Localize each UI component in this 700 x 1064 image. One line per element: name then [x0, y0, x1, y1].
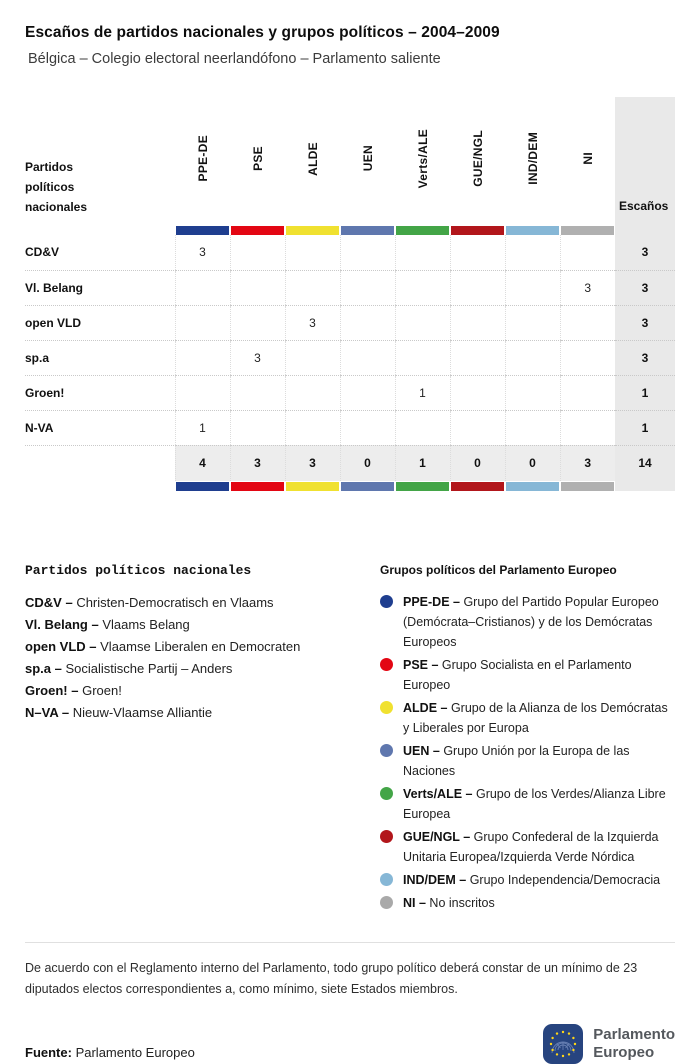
legend-item: open VLD – Vlaamse Liberalen en Democraten: [25, 639, 301, 654]
legend-item: NI – No inscritos: [380, 893, 675, 913]
group-color-bar-ind-dem: [506, 226, 559, 235]
seat-cell: [175, 270, 230, 305]
group-total: 4: [175, 445, 230, 481]
group-color-bar-pse: [231, 482, 284, 491]
seat-cell: [340, 305, 395, 340]
column-header-ppe-de: PPE-DE: [175, 97, 230, 225]
group-color-bar-gue-ngl: [451, 482, 504, 491]
seat-cell: [285, 235, 340, 270]
group-color-bar-gue-ngl: [451, 226, 504, 235]
seat-cell: [340, 375, 395, 410]
table-row-spa: [25, 340, 675, 375]
seat-cell: [450, 305, 505, 340]
group-color-dot: [380, 787, 393, 800]
seat-cell: 3: [175, 235, 230, 270]
seat-cell: [230, 305, 285, 340]
source-text: Parlamento Europeo: [75, 1045, 195, 1060]
page-footer: [25, 1024, 675, 1064]
seats-total: 3: [615, 340, 675, 375]
party-name: CD&V: [25, 235, 175, 270]
party-full-name: Socialistische Partij – Anders: [65, 661, 233, 676]
group-color-bar-alde: [286, 482, 339, 491]
legend-item: CD&V – Christen-Democratisch en Vlaams: [25, 595, 274, 610]
seat-cell: 3: [560, 270, 615, 305]
group-color-bar-pse: [231, 226, 284, 235]
seat-cell: [450, 270, 505, 305]
legend-item: ALDE – Grupo de la Alianza de los Demócratas y Liberales por Europa: [380, 698, 675, 738]
seat-cell: [560, 305, 615, 340]
seat-cell: [560, 340, 615, 375]
party-name: Groen!: [25, 375, 175, 410]
group-total: 3: [285, 445, 340, 481]
group-color-bar-uen: [341, 226, 394, 235]
seat-cell: [395, 305, 450, 340]
group-color-bar-ppe-de: [176, 226, 229, 235]
group-total: 0: [450, 445, 505, 481]
seat-cell: [505, 375, 560, 410]
page-title: Escaños de partidos nacionales y grupos políticos – 2004–2009: [25, 24, 500, 41]
table-row-open-vld: [25, 305, 675, 340]
group-full-name: Grupo Socialista en el Parlamento Europeo: [403, 658, 632, 692]
political-groups-legend: [380, 563, 675, 916]
seat-cell: [505, 340, 560, 375]
political-groups-legend-title: Grupos políticos del Parlamento Europeo: [380, 563, 617, 577]
column-header-uen: UEN: [340, 97, 395, 225]
parliament-logo-text: [593, 1026, 675, 1062]
seat-cell: [340, 340, 395, 375]
seat-cell: [450, 340, 505, 375]
group-total: 0: [340, 445, 395, 481]
legend-item: N–VA – Nieuw-Vlaamse Alliantie: [25, 705, 213, 720]
seat-cell: [450, 410, 505, 445]
seat-cell: [340, 270, 395, 305]
legend-item: PPE-DE – Grupo del Partido Popular Europeo (Demócrata–Cristianos) y de los Demócratas Europeos: [380, 592, 675, 652]
seats-total: 1: [615, 375, 675, 410]
seat-cell: [450, 375, 505, 410]
seat-cell: [395, 235, 450, 270]
national-parties-legend: [25, 563, 380, 916]
seats-total: 3: [615, 305, 675, 340]
group-color-bar-ind-dem: [506, 482, 559, 491]
seat-cell: [505, 235, 560, 270]
group-color-dot: [380, 873, 393, 886]
legend-item: IND/DEM – Grupo Independencia/Democracia: [380, 870, 675, 890]
seat-cell: [230, 410, 285, 445]
source: [25, 1045, 195, 1064]
seat-cell: 3: [230, 340, 285, 375]
seat-cell: 1: [175, 410, 230, 445]
group-total: 1: [395, 445, 450, 481]
group-total: 3: [560, 445, 615, 481]
group-full-name: No inscritos: [429, 896, 495, 910]
group-full-name: Grupo de los Verdes/Alianza Libre Europea: [403, 787, 666, 821]
legend-item: UEN – Grupo Unión por la Europa de las Naciones: [380, 741, 675, 781]
seat-cell: [230, 235, 285, 270]
seat-cell: [285, 375, 340, 410]
group-full-name: Grupo Confederal de la Izquierda Unitaria Europea/Izquierda Verde Nórdica: [403, 830, 659, 864]
column-header-alde: ALDE: [285, 97, 340, 225]
legend-item: PSE – Grupo Socialista en el Parlamento Europeo: [380, 655, 675, 695]
column-header-ni: NI: [560, 97, 615, 225]
seats-total: 1: [615, 410, 675, 445]
group-color-bar-verts-ale: [396, 226, 449, 235]
column-header-seats: Escaños: [615, 97, 675, 225]
group-color-bar-row-bottom: [25, 481, 675, 491]
party-full-name: Vlaamse Liberalen en Democraten: [100, 639, 301, 654]
group-full-name: Grupo Unión por la Europa de las Naciones: [403, 744, 630, 778]
table-row-cdv: [25, 235, 675, 270]
seat-cell: [505, 305, 560, 340]
group-color-bar-uen: [341, 482, 394, 491]
seat-cell: [450, 235, 505, 270]
row-header-label: Partidos políticos nacionales: [25, 160, 88, 214]
group-full-name: Grupo Independencia/Democracia: [469, 873, 661, 887]
seat-cell: [505, 270, 560, 305]
seats-total: 3: [615, 235, 675, 270]
table-row-vl-belang: [25, 270, 675, 305]
seat-cell: [285, 270, 340, 305]
table-row-nva: [25, 410, 675, 445]
parliament-logo-icon: [543, 1024, 583, 1064]
group-color-dot: [380, 595, 393, 608]
seat-cell: [285, 410, 340, 445]
legend-item: Vl. Belang – Vlaams Belang: [25, 617, 190, 632]
party-name: Vl. Belang: [25, 270, 175, 305]
group-full-name: Grupo de la Alianza de los Demócratas y Liberales por Europa: [403, 701, 668, 735]
legend-item: sp.a – Socialistische Partij – Anders: [25, 661, 233, 676]
column-header-gue-ngl: GUE/NGL: [450, 97, 505, 225]
seat-cell: [560, 375, 615, 410]
seat-cell: [175, 375, 230, 410]
totals-row: [25, 445, 675, 481]
table-row-groen: [25, 375, 675, 410]
seat-cell: [395, 410, 450, 445]
group-color-dot: [380, 896, 393, 909]
group-color-dot: [380, 744, 393, 757]
seat-cell: [175, 340, 230, 375]
seats-table: [25, 97, 675, 491]
party-name: open VLD: [25, 305, 175, 340]
seat-cell: [230, 375, 285, 410]
seat-cell: [175, 305, 230, 340]
group-color-bar-ni: [561, 226, 614, 235]
grand-total: 14: [615, 445, 675, 481]
seat-cell: 3: [285, 305, 340, 340]
column-header-ind-dem: IND/DEM: [505, 97, 560, 225]
column-header-verts-ale: Verts/ALE: [395, 97, 450, 225]
group-color-bar-row: [25, 225, 675, 235]
party-full-name: Nieuw-Vlaamse Alliantie: [72, 705, 213, 720]
party-full-name: Groen!: [82, 683, 122, 698]
seat-cell: 1: [395, 375, 450, 410]
seats-total: 3: [615, 270, 675, 305]
legend-item: Groen! – Groen!: [25, 683, 122, 698]
seat-cell: [285, 340, 340, 375]
seat-cell: [340, 410, 395, 445]
group-color-dot: [380, 830, 393, 843]
logo-line-2: Europeo: [593, 1044, 655, 1061]
seat-cell: [505, 410, 560, 445]
party-name: N-VA: [25, 410, 175, 445]
seat-cell: [340, 235, 395, 270]
group-color-bar-ppe-de: [176, 482, 229, 491]
page-subtitle: Bélgica – Colegio electoral neerlandófono – Parlamento saliente: [28, 51, 441, 67]
group-full-name: Grupo del Partido Popular Europeo (Demócrata–Cristianos) y de los Demócratas Europeos: [403, 595, 659, 649]
group-color-bar-verts-ale: [396, 482, 449, 491]
parliament-logo: [543, 1024, 675, 1064]
seat-cell: [395, 340, 450, 375]
source-label: Fuente:: [25, 1045, 72, 1060]
seat-cell: [560, 235, 615, 270]
seat-cell: [395, 270, 450, 305]
table-header-row: [25, 97, 675, 225]
seat-cell: [230, 270, 285, 305]
national-parties-legend-title: Partidos políticos nacionales: [25, 563, 252, 578]
legends-section: [25, 563, 675, 916]
party-full-name: Vlaams Belang: [102, 617, 190, 632]
group-color-bar-alde: [286, 226, 339, 235]
group-color-dot: [380, 701, 393, 714]
seat-cell: [560, 410, 615, 445]
party-name: sp.a: [25, 340, 175, 375]
party-full-name: Christen-Democratisch en Vlaams: [76, 595, 274, 610]
group-color-bar-ni: [561, 482, 614, 491]
group-total: 0: [505, 445, 560, 481]
group-color-dot: [380, 658, 393, 671]
logo-line-1: Parlamento: [593, 1026, 675, 1043]
group-total: 3: [230, 445, 285, 481]
legend-item: Verts/ALE – Grupo de los Verdes/Alianza Libre Europea: [380, 784, 675, 824]
footnote: De acuerdo con el Reglamento interno del Parlamento, todo grupo político deberá constar de un mínimo de 23 diputados electos correspondientes a, como mínimo, siete Estados miembros.: [25, 942, 675, 1000]
column-header-pse: PSE: [230, 97, 285, 225]
legend-item: GUE/NGL – Grupo Confederal de la Izquierda Unitaria Europea/Izquierda Verde Nórdica: [380, 827, 675, 867]
